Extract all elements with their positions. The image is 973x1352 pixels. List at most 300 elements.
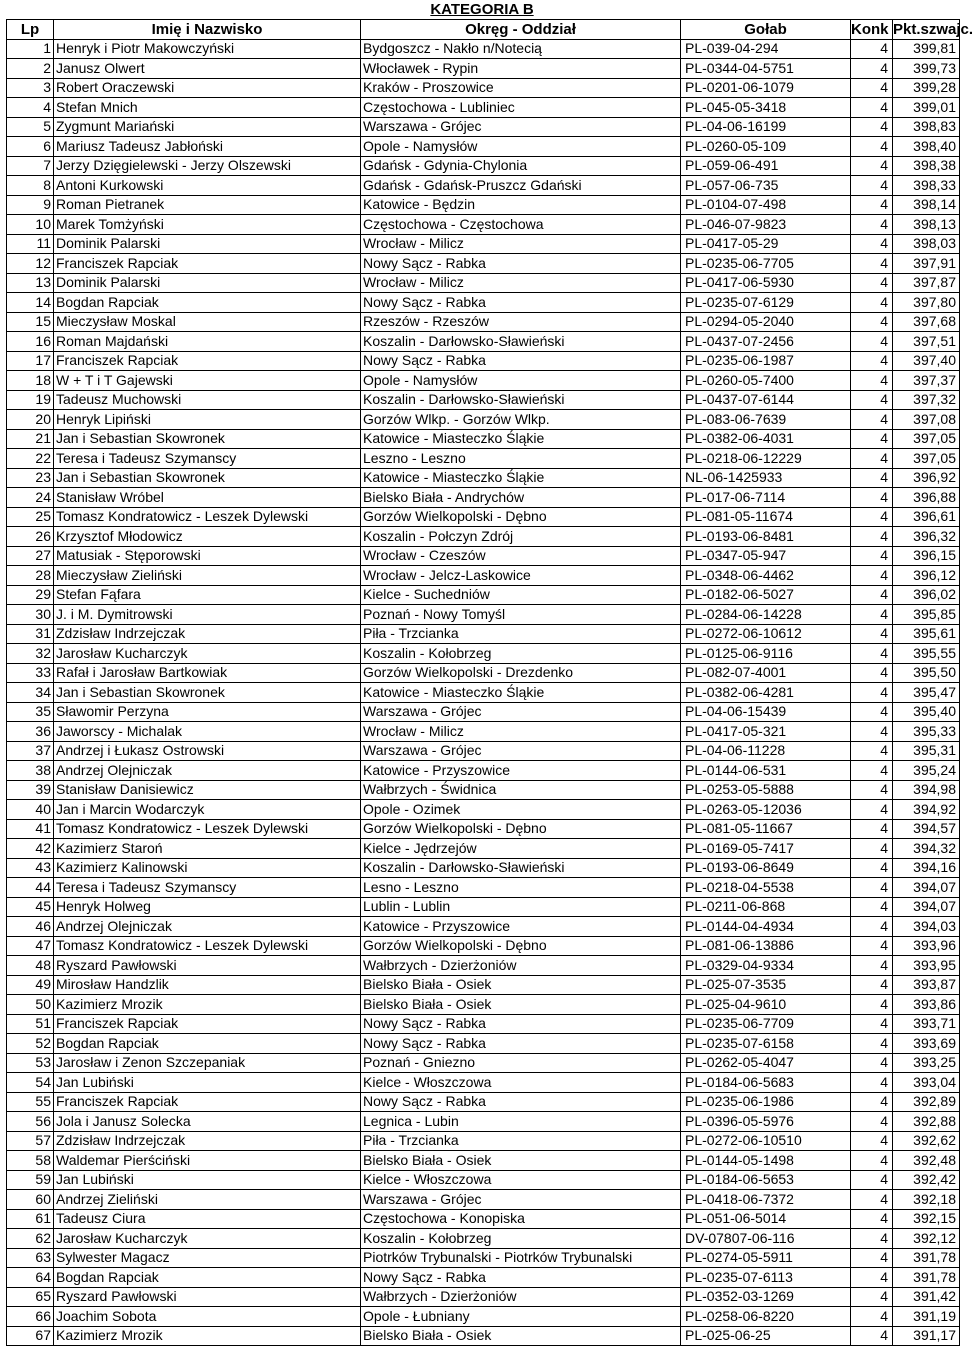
cell-district: Opole - Namysłów <box>361 137 681 157</box>
cell-pts: 391,42 <box>893 1287 960 1307</box>
cell-lp: 31 <box>7 624 54 644</box>
cell-ring: PL-0417-06-5930 <box>681 273 851 293</box>
cell-pts: 395,61 <box>893 624 960 644</box>
cell-lp: 57 <box>7 1131 54 1151</box>
cell-konk: 4 <box>851 449 893 469</box>
cell-name: Franciszek Rapciak <box>54 1092 361 1112</box>
cell-pts: 393,71 <box>893 1014 960 1034</box>
cell-ring: PL-0284-06-14228 <box>681 605 851 625</box>
cell-pts: 395,31 <box>893 741 960 761</box>
table-row <box>7 975 960 995</box>
cell-name: Bogdan Rapciak <box>54 1268 361 1288</box>
header-row <box>7 20 960 40</box>
table-row <box>7 566 960 586</box>
cell-pts: 394,92 <box>893 800 960 820</box>
table-row <box>7 741 960 761</box>
cell-name: Mariusz Tadeusz Jabłoński <box>54 137 361 157</box>
cell-district: Poznań - Gniezno <box>361 1053 681 1073</box>
cell-name: Roman Pietranek <box>54 195 361 215</box>
table-row <box>7 897 960 917</box>
cell-ring: PL-0258-06-8220 <box>681 1307 851 1327</box>
cell-district: Nowy Sącz - Rabka <box>361 1092 681 1112</box>
table-row <box>7 605 960 625</box>
table-row <box>7 1151 960 1171</box>
cell-district: Wałbrzych - Świdnica <box>361 780 681 800</box>
cell-lp: 36 <box>7 722 54 742</box>
cell-ring: PL-0272-06-10612 <box>681 624 851 644</box>
table-row <box>7 410 960 430</box>
cell-lp: 9 <box>7 195 54 215</box>
table-row <box>7 78 960 98</box>
cell-name: Jarosław Kucharczyk <box>54 1229 361 1249</box>
cell-pts: 398,03 <box>893 234 960 254</box>
cell-district: Lublin - Lublin <box>361 897 681 917</box>
table-row <box>7 936 960 956</box>
cell-name: Kazimierz Staroń <box>54 839 361 859</box>
cell-ring: PL-081-05-11674 <box>681 507 851 527</box>
cell-pts: 396,12 <box>893 566 960 586</box>
cell-ring: PL-0260-05-7400 <box>681 371 851 391</box>
cell-lp: 6 <box>7 137 54 157</box>
cell-ring: PL-0182-06-5027 <box>681 585 851 605</box>
cell-pts: 396,02 <box>893 585 960 605</box>
table-row <box>7 839 960 859</box>
cell-name: Sylwester Magacz <box>54 1248 361 1268</box>
cell-lp: 18 <box>7 371 54 391</box>
cell-ring: PL-0263-05-12036 <box>681 800 851 820</box>
cell-pts: 394,98 <box>893 780 960 800</box>
cell-ring: PL-051-06-5014 <box>681 1209 851 1229</box>
cell-pts: 395,40 <box>893 702 960 722</box>
table-row <box>7 878 960 898</box>
table-row <box>7 312 960 332</box>
cell-konk: 4 <box>851 800 893 820</box>
cell-pts: 395,24 <box>893 761 960 781</box>
cell-name: Dominik Palarski <box>54 234 361 254</box>
cell-ring: PL-0344-04-5751 <box>681 59 851 79</box>
cell-district: Koszalin - Darłowsko-Sławieński <box>361 332 681 352</box>
cell-name: Robert Oraczewski <box>54 78 361 98</box>
cell-konk: 4 <box>851 1112 893 1132</box>
cell-district: Koszalin - Połczyn Zdrój <box>361 527 681 547</box>
cell-pts: 393,69 <box>893 1034 960 1054</box>
cell-name: Tomasz Kondratowicz - Leszek Dylewski <box>54 507 361 527</box>
cell-konk: 4 <box>851 1209 893 1229</box>
cell-district: Katowice - Przyszowice <box>361 917 681 937</box>
cell-name: Tomasz Kondratowicz - Leszek Dylewski <box>54 819 361 839</box>
cell-name: Zdzisław Indrzejczak <box>54 1131 361 1151</box>
cell-konk: 4 <box>851 624 893 644</box>
cell-district: Nowy Sącz - Rabka <box>361 254 681 274</box>
cell-district: Koszalin - Darłowsko-Sławieński <box>361 858 681 878</box>
cell-district: Kielce - Włoszczowa <box>361 1073 681 1093</box>
cell-lp: 44 <box>7 878 54 898</box>
cell-name: Jerzy Dzięgielewski - Jerzy Olszewski <box>54 156 361 176</box>
cell-konk: 4 <box>851 59 893 79</box>
cell-district: Gorzów Wlkp. - Gorzów Wlkp. <box>361 410 681 430</box>
cell-konk: 4 <box>851 995 893 1015</box>
cell-ring: PL-04-06-11228 <box>681 741 851 761</box>
cell-name: Bogdan Rapciak <box>54 293 361 313</box>
cell-konk: 4 <box>851 878 893 898</box>
cell-konk: 4 <box>851 839 893 859</box>
table-row <box>7 449 960 469</box>
cell-konk: 4 <box>851 1034 893 1054</box>
cell-name: Franciszek Rapciak <box>54 351 361 371</box>
table-row <box>7 351 960 371</box>
cell-ring: PL-0418-06-7372 <box>681 1190 851 1210</box>
cell-name: Teresa i Tadeusz Szymanscy <box>54 878 361 898</box>
cell-lp: 7 <box>7 156 54 176</box>
cell-district: Katowice - Miasteczko Śląkie <box>361 683 681 703</box>
cell-konk: 4 <box>851 39 893 59</box>
cell-ring: PL-025-06-25 <box>681 1326 851 1346</box>
cell-konk: 4 <box>851 410 893 430</box>
cell-konk: 4 <box>851 722 893 742</box>
cell-district: Gdańsk - Gdańsk-Pruszcz Gdański <box>361 176 681 196</box>
cell-name: Henryk Lipiński <box>54 410 361 430</box>
cell-district: Legnica - Lubin <box>361 1112 681 1132</box>
cell-district: Nowy Sącz - Rabka <box>361 1014 681 1034</box>
cell-name: Tomasz Kondratowicz - Leszek Dylewski <box>54 936 361 956</box>
cell-lp: 12 <box>7 254 54 274</box>
cell-district: Katowice - Będzin <box>361 195 681 215</box>
cell-lp: 25 <box>7 507 54 527</box>
table-row <box>7 1073 960 1093</box>
cell-pts: 392,12 <box>893 1229 960 1249</box>
cell-pts: 398,40 <box>893 137 960 157</box>
cell-ring: PL-0272-06-10510 <box>681 1131 851 1151</box>
cell-konk: 4 <box>851 546 893 566</box>
cell-ring: PL-0144-05-1498 <box>681 1151 851 1171</box>
cell-konk: 4 <box>851 273 893 293</box>
cell-name: Henryk i Piotr Makowczyński <box>54 39 361 59</box>
cell-pts: 391,19 <box>893 1307 960 1327</box>
header-ring: Gołab <box>681 20 851 40</box>
cell-pts: 397,08 <box>893 410 960 430</box>
cell-name: Ryszard Pawłowski <box>54 956 361 976</box>
cell-district: Bielsko Biała - Osiek <box>361 995 681 1015</box>
table-row <box>7 293 960 313</box>
cell-lp: 20 <box>7 410 54 430</box>
cell-konk: 4 <box>851 371 893 391</box>
cell-ring: PL-0125-06-9116 <box>681 644 851 664</box>
cell-district: Częstochowa - Częstochowa <box>361 215 681 235</box>
table-row <box>7 1014 960 1034</box>
table-row <box>7 761 960 781</box>
cell-pts: 392,89 <box>893 1092 960 1112</box>
cell-district: Koszalin - Darłowsko-Sławieński <box>361 390 681 410</box>
cell-lp: 17 <box>7 351 54 371</box>
cell-lp: 19 <box>7 390 54 410</box>
cell-ring: PL-057-06-735 <box>681 176 851 196</box>
cell-name: Tadeusz Muchowski <box>54 390 361 410</box>
table-row <box>7 234 960 254</box>
cell-lp: 58 <box>7 1151 54 1171</box>
cell-pts: 393,96 <box>893 936 960 956</box>
cell-ring: PL-0274-05-5911 <box>681 1248 851 1268</box>
cell-name: Kazimierz Mrozik <box>54 1326 361 1346</box>
cell-name: Mirosław Handzlik <box>54 975 361 995</box>
cell-name: Andrzej Zieliński <box>54 1190 361 1210</box>
cell-ring: PL-081-05-11667 <box>681 819 851 839</box>
cell-lp: 21 <box>7 429 54 449</box>
cell-name: Sławomir Perzyna <box>54 702 361 722</box>
cell-ring: PL-0382-06-4281 <box>681 683 851 703</box>
cell-konk: 4 <box>851 1268 893 1288</box>
cell-name: Stanisław Wróbel <box>54 488 361 508</box>
table-row <box>7 332 960 352</box>
category-title: KATEGORIA B <box>430 1 534 18</box>
cell-district: Rzeszów - Rzeszów <box>361 312 681 332</box>
cell-ring: PL-0235-06-1986 <box>681 1092 851 1112</box>
cell-lp: 42 <box>7 839 54 859</box>
cell-name: Andrzej Olejniczak <box>54 917 361 937</box>
cell-konk: 4 <box>851 956 893 976</box>
cell-konk: 4 <box>851 78 893 98</box>
table-row <box>7 137 960 157</box>
table-row <box>7 644 960 664</box>
table-row <box>7 1307 960 1327</box>
table-row <box>7 390 960 410</box>
cell-konk: 4 <box>851 117 893 137</box>
table-row <box>7 215 960 235</box>
cell-name: Henryk Holweg <box>54 897 361 917</box>
cell-district: Gorzów Wielkopolski - Dębno <box>361 819 681 839</box>
cell-district: Koszalin - Kołobrzeg <box>361 644 681 664</box>
cell-ring: PL-0294-05-2040 <box>681 312 851 332</box>
cell-lp: 32 <box>7 644 54 664</box>
table-row <box>7 819 960 839</box>
cell-ring: PL-0329-04-9334 <box>681 956 851 976</box>
cell-pts: 398,33 <box>893 176 960 196</box>
cell-lp: 65 <box>7 1287 54 1307</box>
table-row <box>7 117 960 137</box>
header-name: Imię i Nazwisko <box>54 20 361 40</box>
cell-district: Katowice - Miasteczko Śląkie <box>361 468 681 488</box>
cell-konk: 4 <box>851 683 893 703</box>
cell-district: Częstochowa - Lubliniec <box>361 98 681 118</box>
cell-ring: PL-0211-06-868 <box>681 897 851 917</box>
table-row <box>7 429 960 449</box>
cell-district: Kielce - Włoszczowa <box>361 1170 681 1190</box>
cell-lp: 4 <box>7 98 54 118</box>
cell-lp: 11 <box>7 234 54 254</box>
cell-ring: PL-0184-06-5683 <box>681 1073 851 1093</box>
cell-konk: 4 <box>851 176 893 196</box>
cell-ring: PL-0193-06-8649 <box>681 858 851 878</box>
cell-pts: 396,61 <box>893 507 960 527</box>
cell-konk: 4 <box>851 936 893 956</box>
cell-district: Warszawa - Grójec <box>361 117 681 137</box>
cell-lp: 16 <box>7 332 54 352</box>
cell-lp: 55 <box>7 1092 54 1112</box>
cell-district: Lesno - Leszno <box>361 878 681 898</box>
cell-lp: 33 <box>7 663 54 683</box>
cell-ring: PL-0347-05-947 <box>681 546 851 566</box>
cell-konk: 4 <box>851 663 893 683</box>
cell-district: Koszalin - Kołobrzeg <box>361 1229 681 1249</box>
cell-ring: PL-082-07-4001 <box>681 663 851 683</box>
cell-pts: 397,68 <box>893 312 960 332</box>
table-row <box>7 858 960 878</box>
cell-ring: PL-0144-04-4934 <box>681 917 851 937</box>
cell-district: Piła - Trzcianka <box>361 1131 681 1151</box>
cell-konk: 4 <box>851 1190 893 1210</box>
cell-pts: 392,15 <box>893 1209 960 1229</box>
cell-name: Jarosław Kucharczyk <box>54 644 361 664</box>
cell-ring: PL-0144-06-531 <box>681 761 851 781</box>
cell-district: Piła - Trzcianka <box>361 624 681 644</box>
cell-lp: 54 <box>7 1073 54 1093</box>
cell-name: Stanisław Danisiewicz <box>54 780 361 800</box>
table-row <box>7 39 960 59</box>
cell-district: Gorzów Wielkopolski - Dębno <box>361 936 681 956</box>
cell-konk: 4 <box>851 254 893 274</box>
cell-konk: 4 <box>851 702 893 722</box>
table-row <box>7 371 960 391</box>
cell-pts: 392,88 <box>893 1112 960 1132</box>
cell-name: Ryszard Pawłowski <box>54 1287 361 1307</box>
cell-district: Kraków - Proszowice <box>361 78 681 98</box>
cell-konk: 4 <box>851 293 893 313</box>
cell-lp: 67 <box>7 1326 54 1346</box>
cell-konk: 4 <box>851 1073 893 1093</box>
cell-district: Kielce - Jędrzejów <box>361 839 681 859</box>
cell-lp: 41 <box>7 819 54 839</box>
cell-district: Wrocław - Milicz <box>361 273 681 293</box>
cell-district: Gdańsk - Gdynia-Chylonia <box>361 156 681 176</box>
cell-lp: 47 <box>7 936 54 956</box>
cell-ring: PL-0235-07-6158 <box>681 1034 851 1054</box>
cell-name: Joachim Sobota <box>54 1307 361 1327</box>
cell-ring: PL-0352-03-1269 <box>681 1287 851 1307</box>
cell-name: Bogdan Rapciak <box>54 1034 361 1054</box>
cell-ring: PL-0348-06-4462 <box>681 566 851 586</box>
cell-name: Jan Lubiński <box>54 1170 361 1190</box>
table-row <box>7 995 960 1015</box>
cell-ring: PL-04-06-16199 <box>681 117 851 137</box>
cell-name: Stefan Fąfara <box>54 585 361 605</box>
cell-name: Jarosław i Zenon Szczepaniak <box>54 1053 361 1073</box>
cell-konk: 4 <box>851 390 893 410</box>
cell-name: Antoni Kurkowski <box>54 176 361 196</box>
cell-district: Włocławek - Rypin <box>361 59 681 79</box>
cell-lp: 61 <box>7 1209 54 1229</box>
cell-district: Bielsko Biała - Osiek <box>361 975 681 995</box>
table-row <box>7 1209 960 1229</box>
cell-konk: 4 <box>851 1014 893 1034</box>
cell-pts: 394,57 <box>893 819 960 839</box>
cell-district: Warszawa - Grójec <box>361 1190 681 1210</box>
table-row <box>7 1190 960 1210</box>
cell-lp: 53 <box>7 1053 54 1073</box>
cell-pts: 393,25 <box>893 1053 960 1073</box>
table-row <box>7 254 960 274</box>
cell-ring: PL-0169-05-7417 <box>681 839 851 859</box>
cell-district: Bielsko Biała - Osiek <box>361 1326 681 1346</box>
cell-lp: 1 <box>7 39 54 59</box>
cell-pts: 395,50 <box>893 663 960 683</box>
table-row <box>7 488 960 508</box>
cell-name: Roman Majdański <box>54 332 361 352</box>
table-row <box>7 624 960 644</box>
table-row <box>7 1248 960 1268</box>
cell-name: Waldemar Pierściński <box>54 1151 361 1171</box>
cell-pts: 397,87 <box>893 273 960 293</box>
cell-konk: 4 <box>851 98 893 118</box>
cell-pts: 396,32 <box>893 527 960 547</box>
table-row <box>7 59 960 79</box>
table-row <box>7 468 960 488</box>
cell-lp: 34 <box>7 683 54 703</box>
header-district: Okręg - Oddział <box>361 20 681 40</box>
cell-name: Zdzisław Indrzejczak <box>54 624 361 644</box>
cell-name: Mieczysław Moskal <box>54 312 361 332</box>
cell-ring: PL-0417-05-29 <box>681 234 851 254</box>
cell-ring: PL-059-06-491 <box>681 156 851 176</box>
cell-konk: 4 <box>851 351 893 371</box>
cell-district: Bielsko Biała - Andrychów <box>361 488 681 508</box>
cell-district: Wałbrzych - Dzierżoniów <box>361 1287 681 1307</box>
cell-district: Poznań - Nowy Tomyśl <box>361 605 681 625</box>
table-row <box>7 780 960 800</box>
cell-pts: 394,32 <box>893 839 960 859</box>
cell-konk: 4 <box>851 644 893 664</box>
cell-ring: PL-0104-07-498 <box>681 195 851 215</box>
cell-lp: 23 <box>7 468 54 488</box>
cell-district: Warszawa - Grójec <box>361 702 681 722</box>
cell-pts: 395,55 <box>893 644 960 664</box>
cell-konk: 4 <box>851 1326 893 1346</box>
cell-konk: 4 <box>851 1092 893 1112</box>
cell-ring: PL-0218-06-12229 <box>681 449 851 469</box>
cell-ring: PL-0437-07-6144 <box>681 390 851 410</box>
cell-name: Jan i Sebastian Skowronek <box>54 683 361 703</box>
cell-pts: 395,85 <box>893 605 960 625</box>
cell-pts: 394,16 <box>893 858 960 878</box>
cell-lp: 49 <box>7 975 54 995</box>
cell-konk: 4 <box>851 1248 893 1268</box>
cell-name: Jola i Janusz Solecka <box>54 1112 361 1132</box>
cell-konk: 4 <box>851 1053 893 1073</box>
cell-pts: 399,73 <box>893 59 960 79</box>
cell-name: Matusiak - Stęporowski <box>54 546 361 566</box>
cell-district: Gorzów Wielkopolski - Dębno <box>361 507 681 527</box>
cell-pts: 397,40 <box>893 351 960 371</box>
cell-ring: PL-0382-06-4031 <box>681 429 851 449</box>
cell-pts: 393,04 <box>893 1073 960 1093</box>
cell-pts: 392,42 <box>893 1170 960 1190</box>
cell-lp: 38 <box>7 761 54 781</box>
cell-district: Wrocław - Milicz <box>361 234 681 254</box>
cell-ring: PL-0235-07-6129 <box>681 293 851 313</box>
cell-konk: 4 <box>851 468 893 488</box>
cell-konk: 4 <box>851 332 893 352</box>
cell-konk: 4 <box>851 429 893 449</box>
cell-lp: 62 <box>7 1229 54 1249</box>
cell-pts: 397,37 <box>893 371 960 391</box>
cell-name: Kazimierz Mrozik <box>54 995 361 1015</box>
cell-lp: 37 <box>7 741 54 761</box>
cell-pts: 397,51 <box>893 332 960 352</box>
cell-lp: 5 <box>7 117 54 137</box>
cell-district: Bielsko Biała - Osiek <box>361 1151 681 1171</box>
cell-lp: 52 <box>7 1034 54 1054</box>
cell-ring: PL-0235-07-6113 <box>681 1268 851 1288</box>
cell-ring: PL-0262-05-4047 <box>681 1053 851 1073</box>
cell-name: Marek Tomżyński <box>54 215 361 235</box>
